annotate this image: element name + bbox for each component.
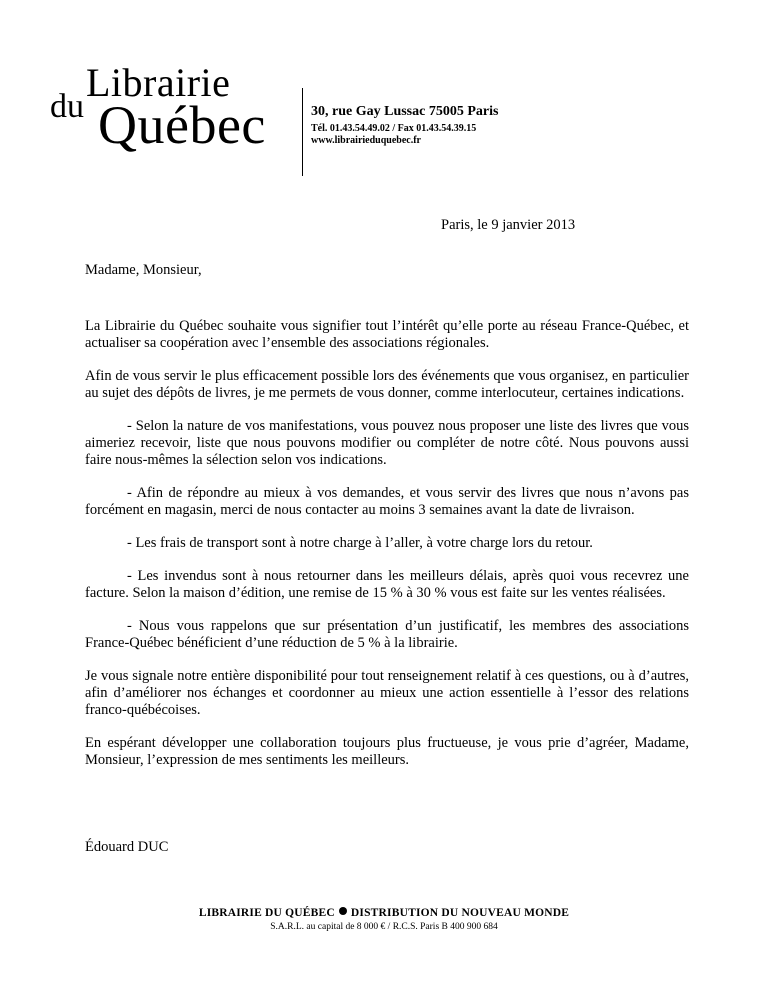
- footer-legal-info: S.A.R.L. au capital de 8 000 € / R.C.S. Paris B 400 900 684: [270, 922, 498, 932]
- body-list-item: - Afin de répondre au mieux à vos demandes, et vous servir des livres que nous n’avons pas forcément en magasin, merci de nous contacter au moins 3 semaines avant la date de livraison.: [85, 485, 689, 518]
- logo-librairie-text: Librairie: [86, 60, 231, 105]
- body-paragraph: Je vous signale notre entière disponibilité pour tout renseignement relatif à ces questions, ou à d’autres, afin d’améliorer nos échanges et coordonner au mieux une action essentielle à l’essor des relations franco-québécoises.: [85, 668, 689, 718]
- letter-body: [85, 318, 689, 785]
- body-paragraph: En espérant développer une collaboration toujours plus fructueuse, je vous prie d’agréer, Madame, Monsieur, l’expression de mes sentiments les meilleurs.: [85, 735, 689, 768]
- footer-company-name: LIBRAIRIE DU QUÉBEC: [198, 907, 335, 919]
- phone-fax: Tél. 01.43.54.49.02 / Fax 01.43.54.39.15: [311, 123, 477, 134]
- letterhead-address-block: [311, 104, 611, 147]
- body-list-item: - Les invendus sont à nous retourner dans les meilleurs délais, après quoi vous recevrez une facture. Selon la maison d’édition, une remise de 15 % à 30 % vous est faite sur les ventes réalisées.: [85, 568, 689, 601]
- footer-company-line: [0, 906, 768, 920]
- bullet-dot-icon: [339, 907, 347, 915]
- letter-date: Paris, le 9 janvier 2013: [441, 217, 576, 233]
- street-address: 30, rue Gay Lussac 75005 Paris: [311, 104, 499, 119]
- body-paragraph: La Librairie du Québec souhaite vous signifier tout l’intérêt qu’elle porte au réseau France-Québec, et actualiser sa coopération avec l’ensemble des associations régionales.: [85, 318, 689, 351]
- company-logo: [48, 60, 308, 180]
- letter-footer: [0, 906, 768, 933]
- body-list-item: - Selon la nature de vos manifestations, vous pouvez nous proposer une liste des livres que vous aimeriez recevoir, liste que nous pouvons modifier ou compléter de notre côté. Nous pouvons aussi faire nous-mêmes la sélection selon vos indications.: [85, 418, 689, 468]
- body-paragraph: Afin de vous servir le plus efficacement possible lors des événements que vous organisez, en particulier au sujet des dépôts de livres, je me permets de vous donner, comme interlocuteur, certaines indications.: [85, 368, 689, 401]
- logo-quebec-text: Québec: [98, 95, 266, 155]
- footer-distribution-name: DISTRIBUTION DU NOUVEAU MONDE: [350, 907, 570, 919]
- body-list-item: - Nous vous rappelons que sur présentation d’un justificatif, les membres des associations France-Québec bénéficient d’une réduction de 5 % à la librairie.: [85, 618, 689, 651]
- letter-signature: Édouard DUC: [85, 839, 169, 855]
- letterhead-divider: [302, 88, 303, 176]
- logo-du-text: du: [50, 88, 84, 125]
- letter-salutation: Madame, Monsieur,: [85, 262, 202, 278]
- body-list-item: - Les frais de transport sont à notre charge à l’aller, à votre charge lors du retour.: [127, 535, 593, 551]
- website-link[interactable]: www.librairieduquebec.fr: [311, 135, 421, 146]
